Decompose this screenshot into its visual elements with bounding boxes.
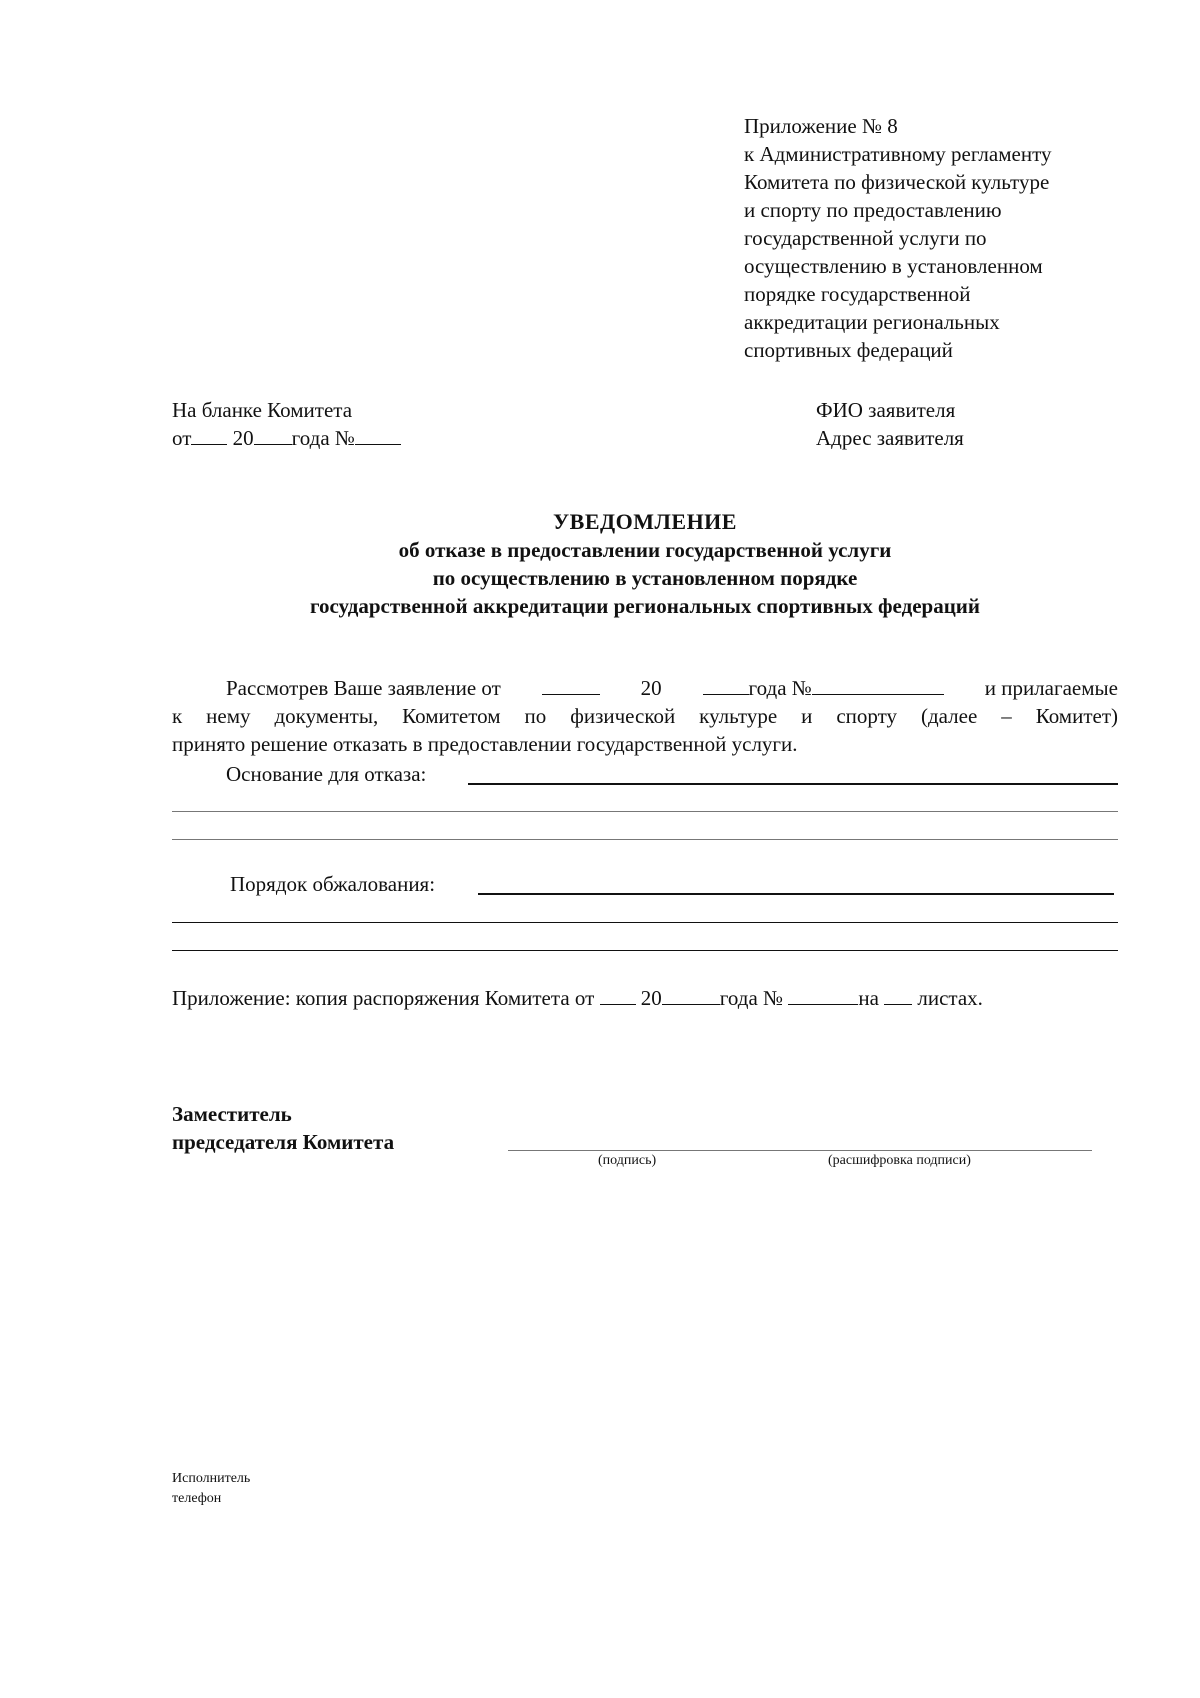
title-line: об отказе в предоставлении государственной услуги (398, 538, 892, 562)
year-label: 20 (232, 426, 254, 450)
body-line-2: к нему документы, Комитетом по физической культуре и спорту (далее – Комитет) (172, 704, 1118, 728)
signature-decode-caption: (расшифровка подписи) (828, 1153, 971, 1168)
applicant-address: Адрес заявителя (816, 426, 964, 450)
reason-blank-line (468, 783, 1118, 785)
blank-year (662, 986, 720, 1005)
signature-caption: (подпись) (598, 1153, 657, 1168)
reason-label: Основание для отказа: (226, 762, 427, 786)
reason-blank-line (172, 811, 1118, 812)
body-text: Рассмотрев Ваше заявление от (226, 676, 501, 700)
annex-line: Комитета по физической культуре (744, 170, 1050, 194)
blank-number (355, 426, 401, 445)
annex-line: осуществлению в установленном (744, 254, 1043, 278)
annex-line: аккредитации региональных (744, 310, 1000, 334)
title-line: по осуществлению в установленном порядке (432, 566, 858, 590)
applicant-name: ФИО заявителя (816, 398, 956, 422)
annex-line: спортивных федераций (744, 338, 953, 362)
body-year-suffix: года № (748, 676, 812, 700)
signer-position: Заместитель (172, 1102, 292, 1126)
appeal-blank-line (172, 950, 1118, 951)
annex-line: государственной услуги по (744, 226, 987, 250)
blank-sheets (884, 986, 912, 1005)
appeal-blank-line (172, 922, 1118, 923)
appeal-label: Порядок обжалования: (230, 872, 436, 896)
blank-number (812, 676, 944, 695)
signer-position: председателя Комитета (172, 1130, 395, 1154)
blank-day (600, 986, 636, 1005)
letter-date-number (172, 424, 401, 452)
annex-line: к Административному регламенту (744, 142, 1052, 166)
body-year: 20 (640, 676, 662, 700)
blank-day (542, 676, 600, 695)
attachment-line (172, 984, 983, 1012)
blank-year (254, 426, 292, 445)
blank-year (703, 676, 749, 695)
signature-line (508, 1150, 1092, 1151)
annex-block (744, 112, 1051, 364)
blank-number (788, 986, 858, 1005)
attachment-on: на (858, 986, 879, 1010)
attachment-year: 20 (640, 986, 662, 1010)
attachment-sheets: листах. (917, 986, 983, 1010)
body-text: и прилагаемые (984, 676, 1118, 700)
attachment-text: Приложение: копия распоряжения Комитета от (172, 986, 595, 1010)
executor-label: Исполнитель (172, 1471, 251, 1486)
reason-blank-line (172, 839, 1118, 840)
document-title: УВЕДОМЛЕНИЕ (553, 509, 737, 534)
annex-line: порядке государственной (744, 282, 971, 306)
from-label: от (172, 426, 192, 450)
attachment-year-suffix: года № (719, 986, 784, 1010)
annex-line: и спорту по предоставлению (744, 198, 1002, 222)
body-line-1 (226, 674, 1118, 702)
letterhead-note: На бланке Комитета (172, 398, 353, 422)
phone-label: телефон (172, 1491, 222, 1506)
body-line-3: принято решение отказать в предоставлении государственной услуги. (172, 732, 798, 756)
year-number-label: года № (291, 426, 355, 450)
annex-line: Приложение № 8 (744, 114, 898, 138)
blank-day (191, 426, 227, 445)
title-line: государственной аккредитации региональных спортивных федераций (309, 594, 981, 618)
appeal-blank-line (478, 893, 1114, 895)
